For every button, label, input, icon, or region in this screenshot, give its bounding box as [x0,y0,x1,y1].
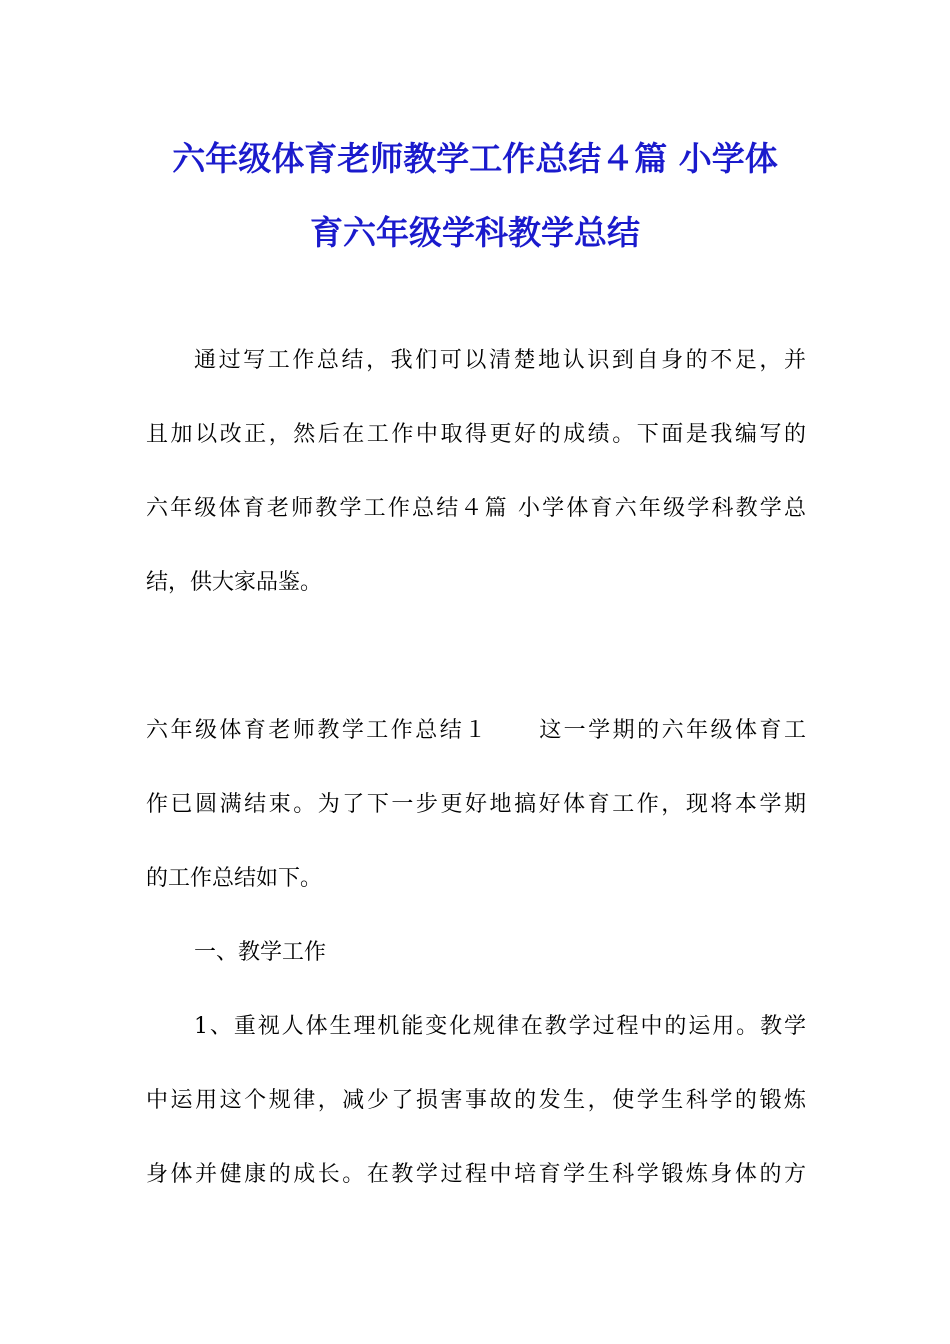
intro-line-1: 通过写工作总结，我们可以清楚地认识到自身的不足，并 [194,348,806,373]
intro-line-2: 且加以改正，然后在工作中取得更好的成绩。下面是我编写的 [146,422,806,447]
document-title [130,122,820,270]
item1-line-2: 中运用这个规律，减少了损害事故的发生，使学生科学的锻炼 [146,1088,806,1113]
section1-line-1-rest: 这一学期的六年级体育工 [536,718,806,743]
section1-line-3: 的工作总结如下。 [146,866,323,891]
title-line-1: 六年级体育老师教学工作总结４篇 小学体 [172,139,778,178]
intro-line-4: 结，供大家品鉴。 [146,570,323,595]
title-line-2: 育六年级学科教学总结 [310,213,640,252]
sub-heading-teaching-work: 一、教学工作 [194,940,327,965]
item1-line-3: 身体并健康的成长。在教学过程中培育学生科学锻炼身体的方 [146,1162,806,1187]
section1-heading: 六年级体育老师教学工作总结１ [146,718,489,743]
intro-line-3: 六年级体育老师教学工作总结４篇 小学体育六年级学科教学总 [146,496,806,521]
section1-line-2: 作已圆满结束。为了下一步更好地搞好体育工作，现将本学期 [146,792,806,817]
section1-first-line [146,716,806,746]
item1-line-1: 1、重视人体生理机能变化规律在教学过程中的运用。教学 [194,1014,806,1039]
